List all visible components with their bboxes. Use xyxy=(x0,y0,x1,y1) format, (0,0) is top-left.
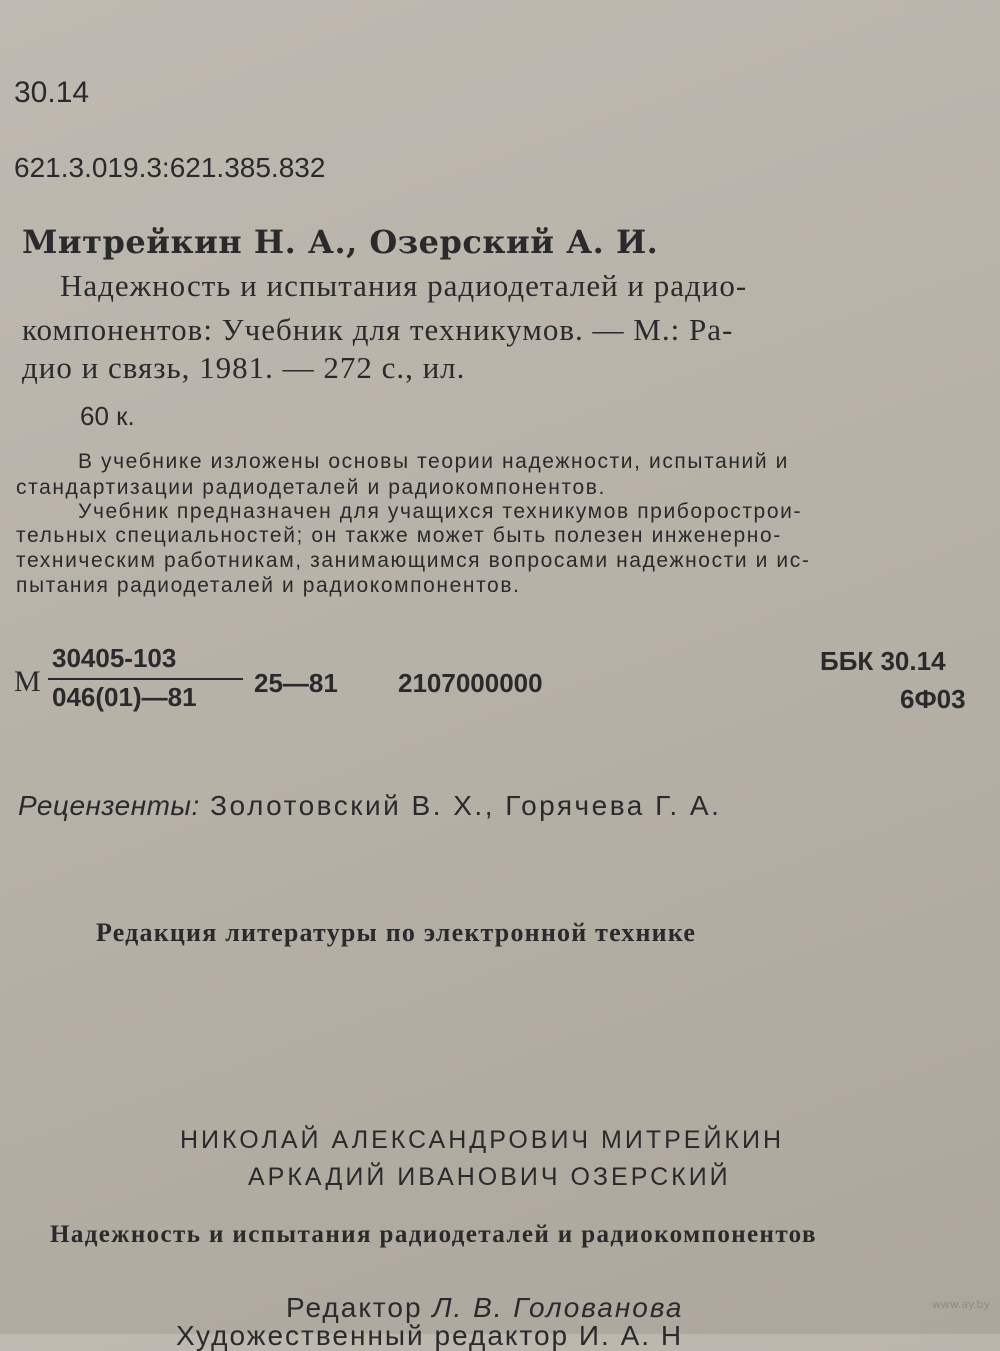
authors-heading: Митрейкин Н. А., Озерский А. И. xyxy=(22,223,659,261)
index-numerator: 30405-103 xyxy=(52,643,177,673)
bbk-code: 30.14 xyxy=(14,76,90,109)
annotation-line: стандартизации радиодеталей и радиокомпонентов. xyxy=(16,476,606,499)
reviewers xyxy=(18,792,721,820)
index-code: 2107000000 xyxy=(398,668,543,698)
reviewers-names: Золотовский В. Х., Горячева Г. А. xyxy=(210,790,722,821)
annotation-line: тельных специальностей; он также может быть полезен инженерно- xyxy=(16,524,782,547)
watermark: www.ay.by xyxy=(931,1298,990,1311)
editor-credit xyxy=(286,1294,683,1322)
description-line: дио и связь, 1981. — 272 с., ил. xyxy=(22,350,466,385)
annotation-line: пытания радиодеталей и радиокомпонентов. xyxy=(16,574,521,597)
annotation-line: В учебнике изложены основы теории надежности, испытаний и xyxy=(78,450,789,473)
udk-code: 621.3.019.3:621.385.832 xyxy=(14,152,326,183)
index-middle: 25—81 xyxy=(254,668,338,698)
fraction-bar xyxy=(48,678,243,680)
annotation-line: техническим работникам, занимающимся вопросами надежности и ис- xyxy=(16,549,811,572)
editorial-office: Редакция литературы по электронной технике xyxy=(96,918,697,947)
book-title: Надежность и испытания радиодеталей и радиокомпонентов xyxy=(50,1221,817,1248)
index-letter: М xyxy=(14,665,41,698)
description-line: компонентов: Учебник для техникумов. — М.: Ра- xyxy=(22,312,734,347)
editor-label: Редактор xyxy=(286,1292,423,1323)
description-line: Надежность и испытания радиодеталей и радио- xyxy=(60,268,748,303)
bbk-label: ББК 30.14 xyxy=(820,646,946,676)
art-editor-credit: Художественный редактор И. А. Н xyxy=(176,1320,684,1351)
reviewers-label: Рецензенты: xyxy=(18,790,200,821)
author-full-name: АРКАДИЙ ИВАНОВИЧ ОЗЕРСКИЙ xyxy=(248,1163,731,1191)
annotation-line: Учебник предназначен для учащихся техникумов приборострои- xyxy=(78,500,803,523)
author-full-name: НИКОЛАЙ АЛЕКСАНДРОВИЧ МИТРЕЙКИН xyxy=(180,1126,785,1154)
index-denominator: 046(01)—81 xyxy=(52,682,197,712)
price: 60 к. xyxy=(80,401,135,431)
editor-name: Л. В. Голованова xyxy=(432,1292,684,1323)
bbk-sub: 6Ф03 xyxy=(900,684,966,714)
